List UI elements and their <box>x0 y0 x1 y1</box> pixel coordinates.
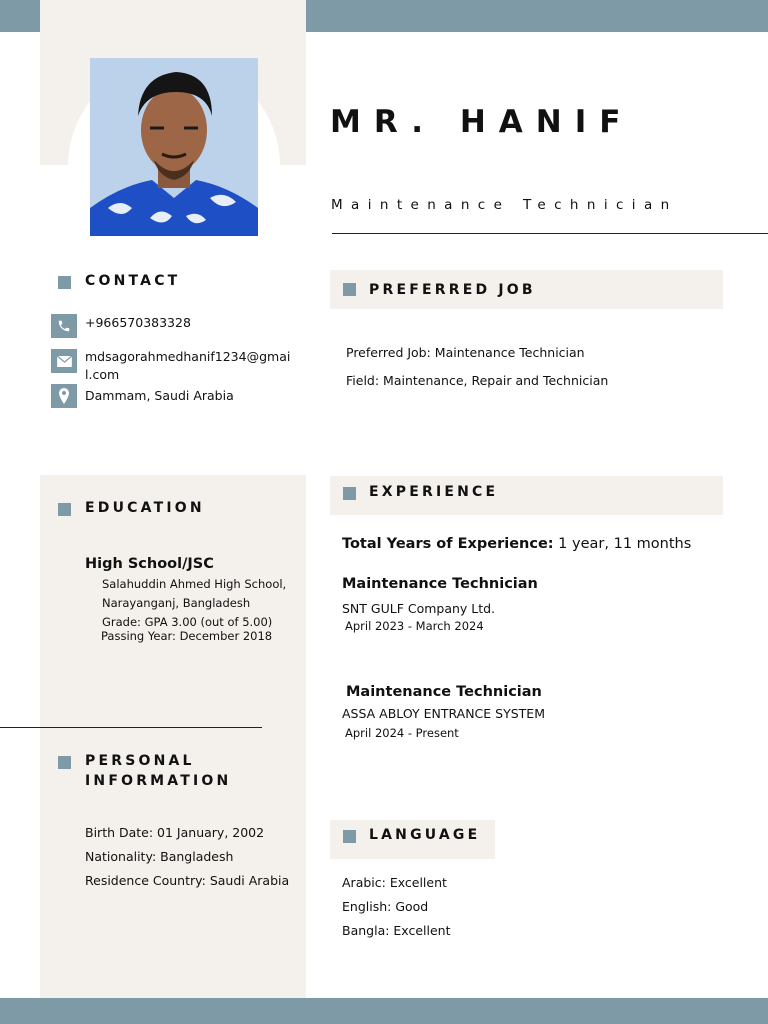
contact-phone: +966570383328 <box>85 315 191 330</box>
job-1-company: SNT GULF Company Ltd. <box>342 601 496 616</box>
header-divider <box>332 233 768 234</box>
contact-location: Dammam, Saudi Arabia <box>85 388 234 403</box>
language-item: English: Good <box>342 899 429 914</box>
contact-title: CONTACT <box>85 273 181 289</box>
location-pin-icon <box>51 384 77 408</box>
personal-residence: Residence Country: Saudi Arabia <box>85 873 290 888</box>
education-degree: High School/JSC <box>85 556 214 572</box>
contact-email-line2: l.com <box>85 367 120 382</box>
personal-marker <box>58 756 71 769</box>
mail-icon <box>51 349 77 373</box>
contact-email-line1: mdsagorahmedhanif1234@gmai <box>85 349 291 364</box>
education-marker <box>58 503 71 516</box>
experience-marker <box>343 487 356 500</box>
preferred-job-title: PREFERRED JOB <box>369 282 536 298</box>
language-item: Arabic: Excellent <box>342 875 447 890</box>
education-school-line2: Narayanganj, Bangladesh <box>102 596 251 610</box>
language-title: LANGUAGE <box>369 827 481 843</box>
education-passing-year: Passing Year: December 2018 <box>101 629 273 643</box>
education-school-line1: Salahuddin Ahmed High School, <box>102 577 287 591</box>
profile-photo <box>90 58 258 236</box>
bottom-band <box>0 998 768 1024</box>
personal-title-line2: INFORMATION <box>85 773 232 789</box>
job-1-role: Maintenance Technician <box>342 576 538 592</box>
preferred-job-marker <box>343 283 356 296</box>
education-grade: Grade: GPA 3.00 (out of 5.00) <box>102 615 273 629</box>
experience-title: EXPERIENCE <box>369 484 499 500</box>
language-marker <box>343 830 356 843</box>
job-2-role: Maintenance Technician <box>346 684 542 700</box>
phone-icon <box>51 314 77 338</box>
job-2-company: ASSA ABLOY ENTRANCE SYSTEM <box>342 706 545 721</box>
experience-total <box>342 535 691 553</box>
job-2-period: April 2024 - Present <box>345 726 459 740</box>
job-1-period: April 2023 - March 2024 <box>345 619 484 633</box>
experience-total-value: 1 year, 11 months <box>553 536 692 552</box>
personal-nationality: Nationality: Bangladesh <box>85 849 234 864</box>
candidate-name: MR. HANIF <box>330 104 634 140</box>
left-divider <box>0 727 262 728</box>
personal-birth-date: Birth Date: 01 January, 2002 <box>85 825 265 840</box>
experience-total-label: Total Years of Experience: <box>342 536 554 552</box>
preferred-job-value: Preferred Job: Maintenance Technician <box>346 345 585 360</box>
job-title: Maintenance Technician <box>331 197 678 213</box>
personal-title-line1: PERSONAL <box>85 753 195 769</box>
preferred-field-value: Field: Maintenance, Repair and Technician <box>346 373 609 388</box>
contact-marker <box>58 276 71 289</box>
language-item: Bangla: Excellent <box>342 923 451 938</box>
education-title: EDUCATION <box>85 500 205 516</box>
